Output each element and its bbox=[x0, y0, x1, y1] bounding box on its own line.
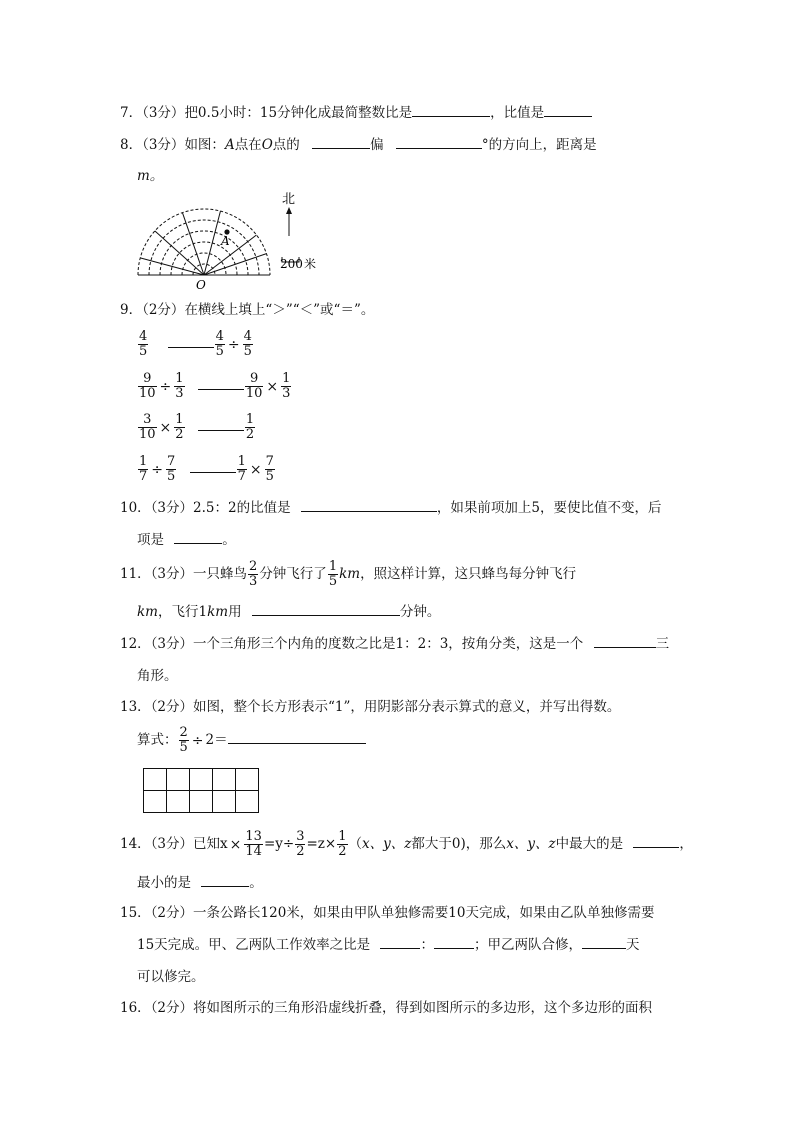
answer-blank[interactable] bbox=[198, 377, 244, 390]
question-12-line2: 角形。 bbox=[137, 668, 178, 684]
answer-blank[interactable] bbox=[594, 635, 656, 648]
point-a-label: A bbox=[221, 234, 230, 248]
answer-blank[interactable] bbox=[396, 136, 482, 149]
question-16: 16．（2分）将如图所示的三角形沿虚线折叠，得到如图所示的多边形，这个多边形的面积 bbox=[120, 1000, 653, 1016]
question-15-line2: 15天完成。甲、乙两队工作效率之比是 ： ；甲乙两队合修， 天 bbox=[137, 937, 640, 953]
answer-blank[interactable] bbox=[544, 104, 592, 117]
question-10: 10．（3分）2.5：2的比值是 ，如果前项加上5，要使比值不变，后 bbox=[120, 500, 662, 516]
question-9: 9．（2分）在横线上填上“＞”“＜”或“＝”。 bbox=[120, 302, 375, 318]
answer-blank[interactable] bbox=[582, 936, 626, 949]
question-13: 13．（2分）如图，整个长方形表示“1”，用阴影部分表示算式的意义，并写出得数。 bbox=[120, 699, 621, 715]
question-14-line2: 最小的是 。 bbox=[137, 875, 263, 891]
question-14: 14．（3分）已知x × $\frac{13}{14}$ =y÷ $\frac{3}{2}$ =z× $\frac{1}{2}$ （x、y、z都大于0)，那么x、y、z中最大的是 ， bbox=[120, 829, 693, 859]
north-label: 北 bbox=[282, 192, 296, 207]
answer-blank[interactable] bbox=[633, 835, 679, 848]
scale-unit: 米 bbox=[304, 257, 317, 271]
question-7: 7．（3分）把0.5小时：15分钟化成最简整数比是 ，比值是 bbox=[120, 104, 592, 122]
direction-diagram bbox=[132, 188, 332, 290]
question-13-formula: 算式： $\frac{2}{5}$ ÷ 2＝ bbox=[137, 726, 366, 755]
answer-blank[interactable] bbox=[228, 731, 366, 744]
question-11: 11．（3分）一只蜂鸟 $\frac{2}{3}$ 分钟飞行了 $\frac{1}{5}$ km，照这样计算，这只蜂鸟每分钟飞行 bbox=[120, 559, 577, 589]
question-8-line2: m。 bbox=[137, 168, 164, 184]
answer-blank[interactable] bbox=[190, 460, 236, 473]
answer-blank[interactable] bbox=[434, 936, 474, 949]
answer-blank[interactable] bbox=[312, 136, 370, 149]
answer-blank[interactable] bbox=[412, 104, 490, 117]
answer-blank[interactable] bbox=[380, 936, 420, 949]
compare-row-3: $\frac{3}{10}$ × $\frac{1}{2}$ $\frac{1}{2}$ bbox=[139, 412, 255, 442]
rectangle-grid[interactable] bbox=[143, 768, 259, 813]
question-10-line2: 项是 。 bbox=[137, 532, 236, 548]
compare-row-1: $\frac{4}{5}$ $\frac{4}{5}$ ÷ $\frac{4}{5}$ bbox=[139, 329, 252, 359]
point-o-label: O bbox=[196, 278, 206, 290]
compare-row-2: $\frac{9}{10}$ ÷ $\frac{1}{3}$ $\frac{9}{10}$ × $\frac{1}{3}$ bbox=[139, 371, 291, 401]
answer-blank[interactable] bbox=[252, 603, 400, 616]
compare-row-4: $\frac{1}{7}$ ÷ $\frac{7}{5}$ $\frac{1}{7}$ × $\frac{7}{5}$ bbox=[139, 454, 274, 484]
question-8: 8．（3分）如图：A点在O点的 偏 °的方向上，距离是 bbox=[120, 137, 597, 153]
answer-blank[interactable] bbox=[201, 874, 249, 887]
question-15: 15．（2分）一条公路长120米，如果由甲队单独修需要10天完成，如果由乙队单独修需要 bbox=[120, 905, 655, 921]
answer-blank[interactable] bbox=[174, 531, 222, 544]
scale-value: 200 bbox=[280, 257, 303, 271]
answer-blank[interactable] bbox=[168, 335, 214, 348]
question-12: 12．（3分）一个三角形三个内角的度数之比是1：2：3，按角分类，这是一个 三 bbox=[120, 636, 670, 652]
question-15-line3: 可以修完。 bbox=[137, 969, 205, 985]
north-arrow-icon bbox=[286, 207, 292, 214]
answer-blank[interactable] bbox=[301, 499, 437, 512]
question-11-line2: km，飞行1km用 分钟。 bbox=[137, 604, 441, 620]
answer-blank[interactable] bbox=[198, 418, 244, 431]
